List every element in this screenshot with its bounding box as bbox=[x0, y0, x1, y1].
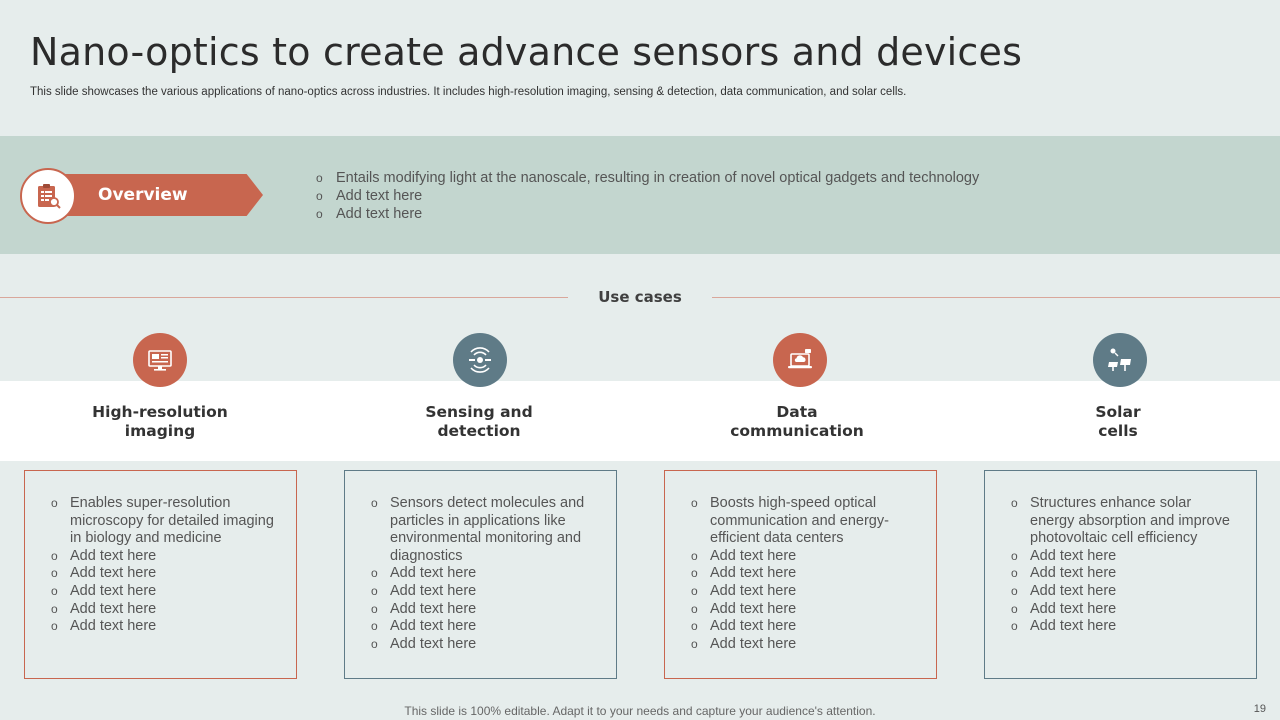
list-item: o Add text here bbox=[1011, 565, 1117, 582]
use-case-icon-circle bbox=[773, 333, 827, 387]
use-case-title: Sensing and detection bbox=[425, 403, 533, 440]
list-item: o Add text here bbox=[51, 618, 157, 635]
list-item: o Add text here bbox=[1011, 582, 1117, 599]
list-item: o Add text here bbox=[691, 547, 797, 564]
use-cases-heading: Use cases bbox=[598, 288, 682, 306]
list-item: o Add text here bbox=[371, 635, 477, 652]
use-case-title: Data communication bbox=[730, 403, 864, 440]
list-item: o Enables super-resolution microscopy for detailed imaging in biology and medicine bbox=[51, 495, 274, 547]
list-item: o Add text here bbox=[371, 600, 477, 617]
footer-note: This slide is 100% editable. Adapt it to your needs and capture your audience's attention. bbox=[404, 704, 876, 718]
monitor-image-icon bbox=[145, 345, 175, 375]
list-item: o Add text here bbox=[691, 582, 797, 599]
list-item: o Add text here bbox=[51, 600, 157, 617]
list-item: o Add text here bbox=[371, 618, 477, 635]
clipboard-search-icon bbox=[33, 181, 63, 211]
list-item: o Structures enhance solar energy absorption and improve photovoltaic cell efficiency bbox=[1011, 495, 1230, 547]
list-item: o Add text here bbox=[51, 565, 157, 582]
laptop-cloud-icon bbox=[785, 345, 815, 375]
use-case-card bbox=[24, 470, 297, 679]
use-case-icon-circle bbox=[1093, 333, 1147, 387]
list-item: o Add text here bbox=[51, 582, 157, 599]
overview-list bbox=[316, 169, 979, 223]
bullet-marker: o bbox=[316, 189, 323, 203]
bullet-marker: o bbox=[316, 171, 323, 185]
overview-label: Overview bbox=[98, 185, 188, 205]
slide-subtitle: This slide showcases the various applications of nano-optics across industries. It includes high-resolution imaging, sensing & detection, data communication, and solar cells. bbox=[30, 86, 907, 98]
list-item: o Add text here bbox=[691, 600, 797, 617]
list-item: o Add text here bbox=[691, 635, 797, 652]
use-case-title: Solar cells bbox=[1095, 403, 1141, 440]
use-case-icon-circle bbox=[133, 333, 187, 387]
use-case-title: High-resolution imaging bbox=[92, 403, 228, 440]
use-case-icon-circle bbox=[453, 333, 507, 387]
divider-left bbox=[0, 297, 568, 298]
use-case-card bbox=[984, 470, 1257, 679]
list-item: o Sensors detect molecules and particles in applications like environmental monitoring and diagnostics bbox=[371, 495, 585, 564]
use-case-card bbox=[664, 470, 937, 679]
use-case-card bbox=[344, 470, 617, 679]
signal-sensor-icon bbox=[465, 345, 495, 375]
list-item: o Add text here bbox=[371, 565, 477, 582]
divider-right bbox=[712, 297, 1280, 298]
list-item: o Add text here bbox=[51, 547, 157, 564]
list-item: o Add text here bbox=[316, 188, 423, 204]
overview-icon-circle bbox=[20, 168, 76, 224]
page-number: 19 bbox=[1253, 703, 1266, 715]
slide-title: Nano-optics to create advance sensors and devices bbox=[30, 30, 1023, 74]
list-item: o Add text here bbox=[1011, 618, 1117, 635]
list-item: o Boosts high-speed optical communication and energy-efficient data centers bbox=[691, 495, 889, 547]
list-item: o Add text here bbox=[316, 206, 423, 222]
list-item: o Entails modifying light at the nanoscale, resulting in creation of novel optical gadgets and technology bbox=[316, 170, 980, 186]
list-item: o Add text here bbox=[371, 582, 477, 599]
list-item: o Add text here bbox=[1011, 600, 1117, 617]
list-item: o Add text here bbox=[691, 618, 797, 635]
list-item: o Add text here bbox=[691, 565, 797, 582]
list-item: o Add text here bbox=[1011, 547, 1117, 564]
bullet-marker: o bbox=[316, 207, 323, 221]
solar-panel-icon bbox=[1105, 345, 1135, 375]
